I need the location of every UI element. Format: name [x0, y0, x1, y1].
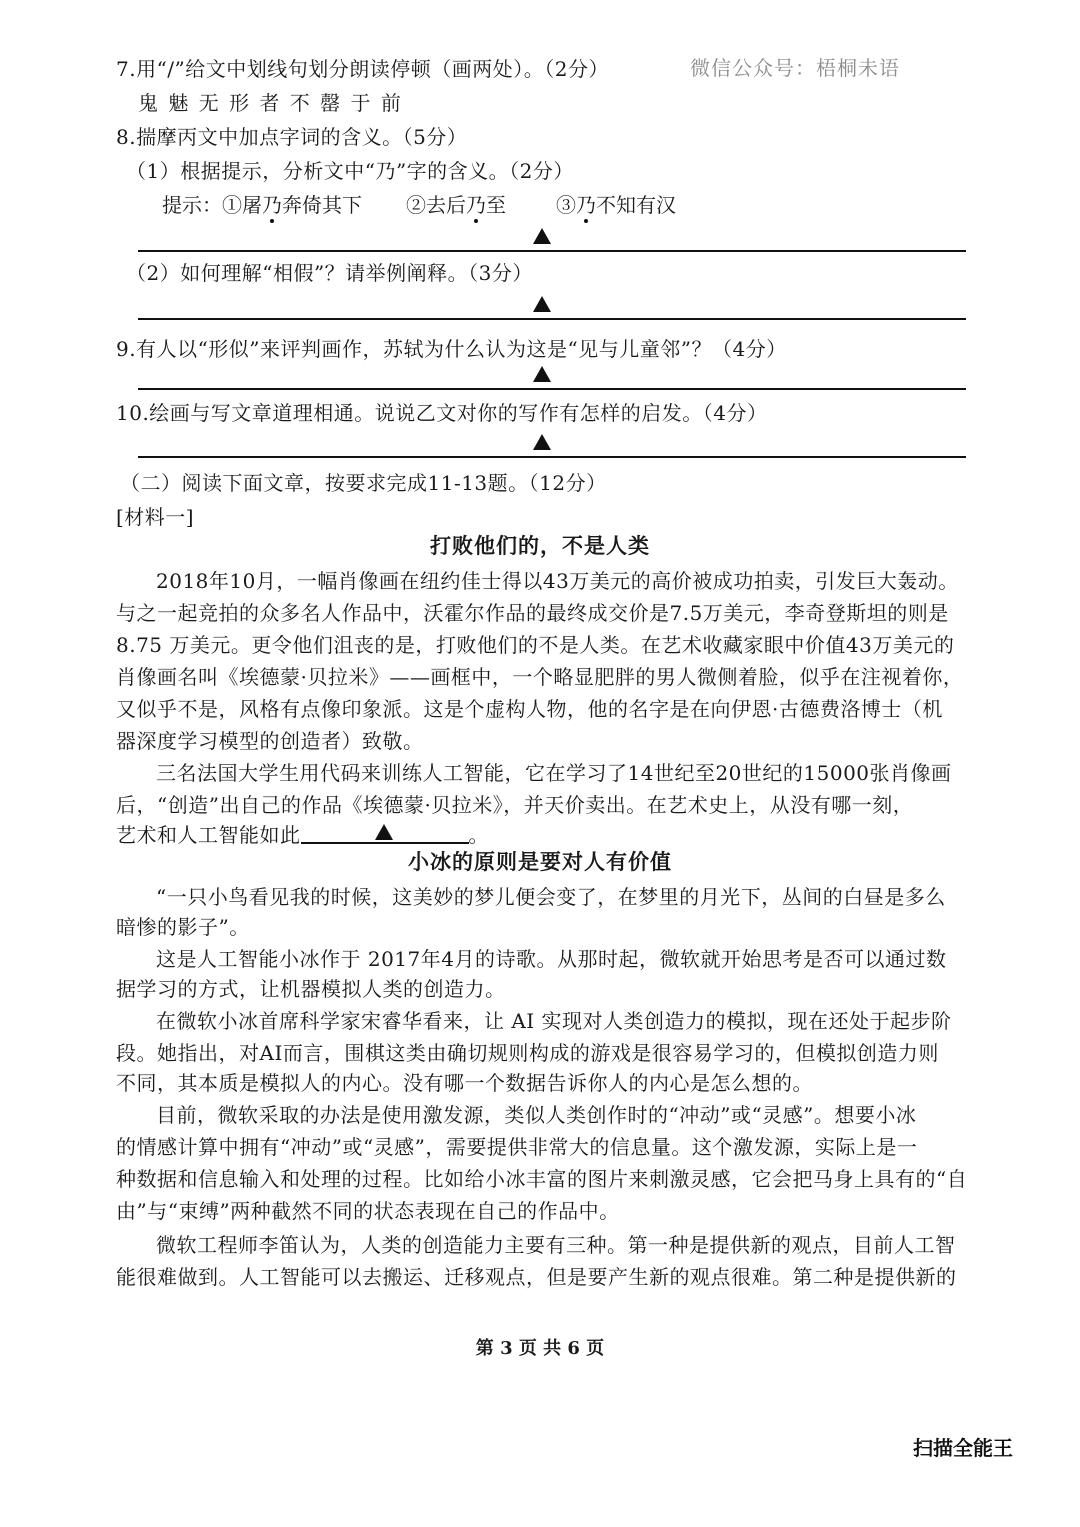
- section-2-heading: （二）阅读下面文章，按要求完成11-13题。（12分）: [120, 471, 607, 495]
- article-2-line: 目前，微软采取的办法是使用激发源，类似人类创作时的“冲动”或“灵感”。想要小冰: [156, 1103, 917, 1127]
- answer-marker: [533, 434, 551, 450]
- article-2-line: “一只小鸟看见我的时候，这美妙的梦儿便会变了，在梦里的月光下，丛间的白昼是多么: [156, 885, 946, 909]
- article-1-line: 三名法国大学生用代码来训练人工智能，它在学习了14世纪至20世纪的15000张肖像画: [156, 761, 952, 785]
- fill-in-blank[interactable]: [301, 822, 469, 844]
- article-1-line: 又似乎不是，风格有点像印象派。这是个虚构人物，他的名字是在向伊恩·古德费洛博士（机: [116, 697, 943, 721]
- hint-3-pre: ③: [556, 193, 576, 217]
- answer-line[interactable]: [138, 388, 966, 390]
- article-2-line: 微软工程师李笛认为，人类的创造能力主要有三种。第一种是提供新的观点，目前人工智: [156, 1233, 956, 1257]
- question-10: 10.绘画与写文章道理相通。说说乙文对你的写作有怎样的启发。（4分）: [116, 401, 768, 425]
- scanner-brand: 扫描全能王: [913, 1436, 1013, 1460]
- article-2-title: 小冰的原则是要对人有价值: [408, 849, 672, 874]
- article-1-line: 2018年10月，一幅肖像画在纽约佳士得以43万美元的高价被成功拍卖，引发巨大轰动。: [156, 569, 959, 593]
- question-9: 9.有人以“形似”来评判画作，苏轼为什么认为这是“见与儿童邻”？（4分）: [116, 337, 787, 361]
- article-2-line: 据学习的方式，让机器模拟人类的创造力。: [116, 977, 506, 1001]
- hint-row: [162, 192, 362, 218]
- hint-2-pre: ②去后: [406, 193, 466, 217]
- article-2-line: 的情感计算中拥有“冲动”或“灵感”，需要提供非常大的信息量。这个激发源，实际上是一: [116, 1135, 918, 1159]
- answer-line[interactable]: [138, 250, 966, 252]
- answer-line[interactable]: [138, 318, 966, 320]
- question-8-2: （2）如何理解“相假”？请举例阐释。（3分）: [126, 261, 533, 285]
- article-2-line: 能很难做到。人工智能可以去搬运、迁移观点，但是要产生新的观点很难。第二种是提供新的: [116, 1265, 957, 1289]
- material-label: [材料一]: [116, 505, 195, 529]
- question-8-1: （1）根据提示，分析文中“乃”字的含义。（2分）: [126, 159, 574, 183]
- hint-1-dotted-char: 乃: [262, 193, 282, 217]
- hint-3-post: 不知有汉: [596, 193, 676, 217]
- article-1-line: 器深度学习模型的创造者）致敬。: [116, 729, 424, 753]
- answer-marker: [533, 296, 551, 312]
- q7-sentence: 鬼 魅 无 形 者 不 罄 于 前: [138, 91, 403, 115]
- hint-1-pre: ①屠: [222, 193, 262, 217]
- article-1-line: 与之一起竞拍的众多名人作品中，沃霍尔作品的最终成交价是7.5万美元，李奇登斯坦的则是: [116, 601, 949, 625]
- article-2-line: 这是人工智能小冰作于 2017年4月的诗歌。从那时起，微软就开始思考是否可以通过数: [156, 947, 947, 971]
- watermark: 微信公众号：梧桐未语: [690, 56, 900, 80]
- article-2-line: 种数据和信息输入和处理的过程。比如给小冰丰富的图片来刺激灵感，它会把马身上具有的“自: [116, 1167, 968, 1191]
- article-1-line: 肖像画名叫《埃德蒙·贝拉米》——画框中，一个略显肥胖的男人微侧着脸，似乎在注视着你，: [116, 665, 964, 689]
- question-8: 8.揣摩丙文中加点字词的含义。（5分）: [116, 125, 468, 149]
- article-2-line: 暗惨的影子”。: [116, 915, 250, 939]
- article-1-line: 8.75 万美元。更令他们沮丧的是，打败他们的不是人类。在艺术收藏家眼中价值43万美元的: [116, 633, 955, 657]
- hint-1-post: 奔倚其下: [282, 193, 362, 217]
- answer-line[interactable]: [138, 456, 966, 458]
- article-2-line: 不同，其本质是模拟人的内心。没有哪一个数据告诉你人的内心是怎么想的。: [116, 1071, 813, 1095]
- hint-2-post: 至: [486, 193, 506, 217]
- hint-label: 提示：: [162, 193, 222, 217]
- answer-marker: [533, 366, 551, 382]
- article-1-title: 打败他们的，不是人类: [430, 533, 650, 558]
- blank-marker: [375, 824, 393, 840]
- article-1-last-line-text: 艺术和人工智能如此: [116, 823, 301, 847]
- article-2-line: 在微软小冰首席科学家宋睿华看来，让 AI 实现对人类创造力的模拟，现在还处于起步阶: [156, 1009, 952, 1033]
- article-2-line: 由”与“束缚”两种截然不同的状态表现在自己的作品中。: [116, 1199, 620, 1223]
- article-1-last-line-end: 。: [468, 823, 489, 847]
- article-2-line: 段。她指出，对AI而言，围棋这类由确切规则构成的游戏是很容易学习的，但模拟创造力则: [116, 1041, 939, 1065]
- hint-2: [406, 192, 506, 218]
- article-1-line: 后，“创造”出自己的作品《埃德蒙·贝拉米》，并天价卖出。在艺术史上，从没有哪一刻，: [116, 793, 914, 817]
- article-1-last-line: [116, 822, 489, 848]
- hint-3: [556, 192, 676, 218]
- hint-3-dotted-char: 乃: [576, 193, 596, 217]
- hint-2-dotted-char: 乃: [466, 193, 486, 217]
- question-7: 7.用“/”给文中划线句划分朗读停顿（画两处）。（2分）: [116, 57, 609, 81]
- page-number: 第 3 页 共 6 页: [475, 1338, 605, 1359]
- answer-marker: [533, 228, 551, 244]
